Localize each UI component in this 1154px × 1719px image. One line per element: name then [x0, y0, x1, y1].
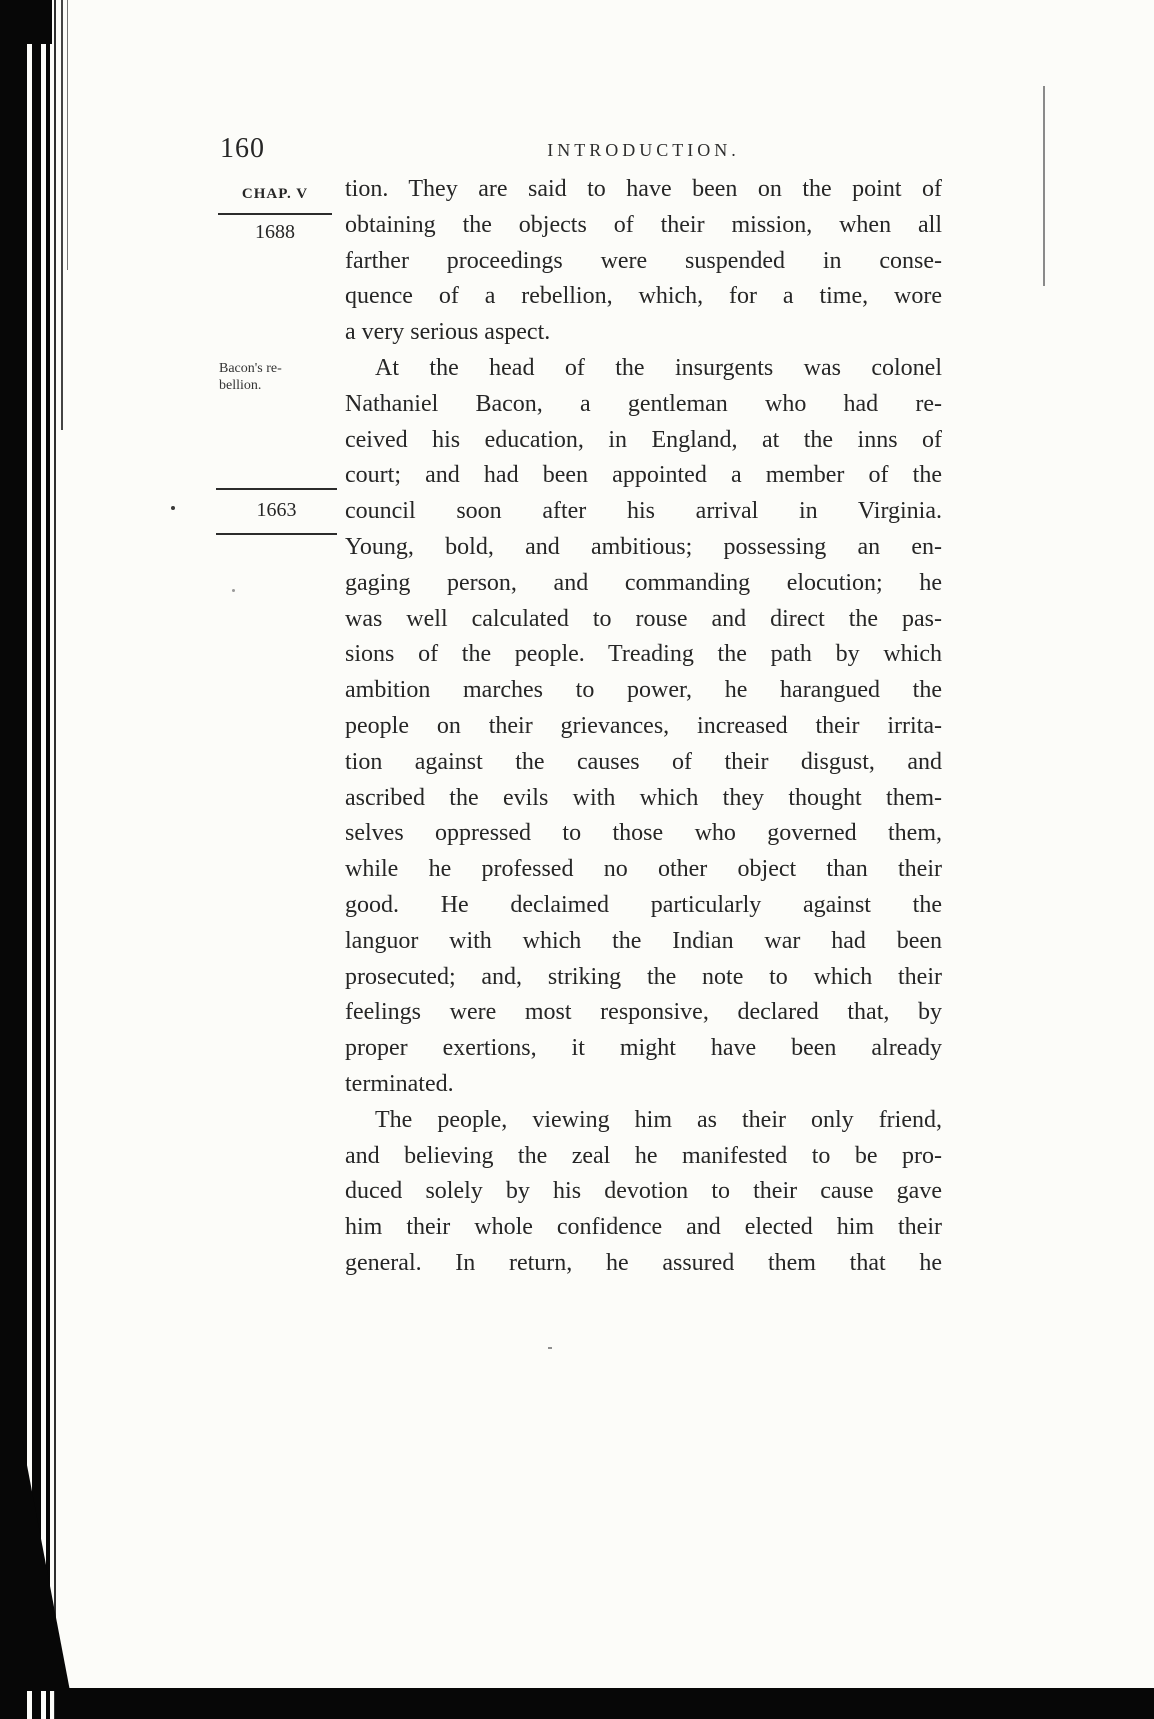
- scan-speck: [232, 589, 235, 592]
- body-line: At the head of the insurgents was colonel: [375, 354, 942, 381]
- scan-bottom-bar: [55, 1688, 1154, 1719]
- margin-rule: [218, 213, 332, 215]
- body-line: quence of a rebellion, which, for a time, wore: [345, 283, 942, 310]
- body-line: gaging person, and commanding elocution; he: [345, 569, 942, 596]
- body-line: court; and had been appointed a member of the: [345, 462, 942, 489]
- body-line: proper exertions, it might have been already: [345, 1035, 942, 1062]
- body-line: and believing the zeal he manifested to be pro-: [345, 1142, 942, 1169]
- scan-edge-line: [67, 0, 68, 270]
- body-line: duced solely by his devotion to their cause gave: [345, 1178, 942, 1205]
- body-line: while he professed no other object than their: [345, 856, 942, 883]
- body-line: was well calculated to rouse and direct the pas-: [345, 605, 942, 632]
- scan-speck: [171, 506, 175, 510]
- margin-rule: [216, 533, 337, 535]
- scan-edge-line: [32, 0, 41, 1719]
- body-line: a very serious aspect.: [345, 319, 551, 346]
- margin-year-1688: 1688: [255, 221, 295, 243]
- body-line: feelings were most responsive, declared that, by: [345, 999, 942, 1026]
- scan-right-edge-line: [1043, 86, 1045, 286]
- body-line: ascribed the evils with which they thought them-: [345, 784, 942, 811]
- scan-speck: [548, 1347, 552, 1349]
- body-line: farther proceedings were suspended in conse-: [345, 247, 942, 274]
- scan-edge-line: [54, 0, 56, 1719]
- margin-year-1663: 1663: [256, 499, 297, 521]
- margin-rule: [216, 488, 337, 490]
- body-line: council soon after his arrival in Virginia.: [345, 498, 942, 525]
- body-line: obtaining the objects of their mission, when all: [345, 211, 942, 238]
- body-line: languor with which the Indian war had been: [345, 927, 942, 954]
- body-line: tion. They are said to have been on the point of: [345, 176, 942, 202]
- page-number: 160: [220, 133, 265, 164]
- body-line: prosecuted; and, striking the note to which their: [345, 963, 942, 990]
- body-line: selves oppressed to those who governed them,: [345, 820, 942, 847]
- margin-side-note-line: bellion.: [219, 378, 262, 393]
- body-line: general. In return, he assured them that he: [345, 1249, 942, 1276]
- body-line: terminated.: [345, 1070, 454, 1097]
- body-line: Young, bold, and ambitious; possessing an en-: [345, 533, 942, 560]
- body-line: Nathaniel Bacon, a gentleman who had re-: [345, 390, 942, 417]
- margin-chapter-label: CHAP. V: [241, 186, 309, 202]
- margin-side-note: [219, 360, 334, 394]
- body-line: sions of the people. Treading the path by which: [345, 641, 942, 668]
- running-header: INTRODUCTION.: [547, 140, 740, 160]
- scan-edge-line: [46, 0, 50, 1719]
- body-line: tion against the causes of their disgust, and: [345, 748, 942, 775]
- body-line: ambition marches to power, he harangued the: [345, 677, 942, 704]
- body-line: him their whole confidence and elected him their: [345, 1214, 942, 1241]
- scan-edge-line: [61, 0, 63, 430]
- body-line: The people, viewing him as their only friend,: [375, 1106, 942, 1133]
- margin-side-note-line: Bacon's re-: [219, 361, 282, 376]
- body-line: good. He declaimed particularly against the: [345, 891, 942, 918]
- scan-corner-top-left: [0, 0, 52, 44]
- body-text: [345, 172, 942, 1282]
- body-line: people on their grievances, increased their irrita-: [345, 712, 942, 739]
- body-line: ceived his education, in England, at the inns of: [345, 426, 942, 453]
